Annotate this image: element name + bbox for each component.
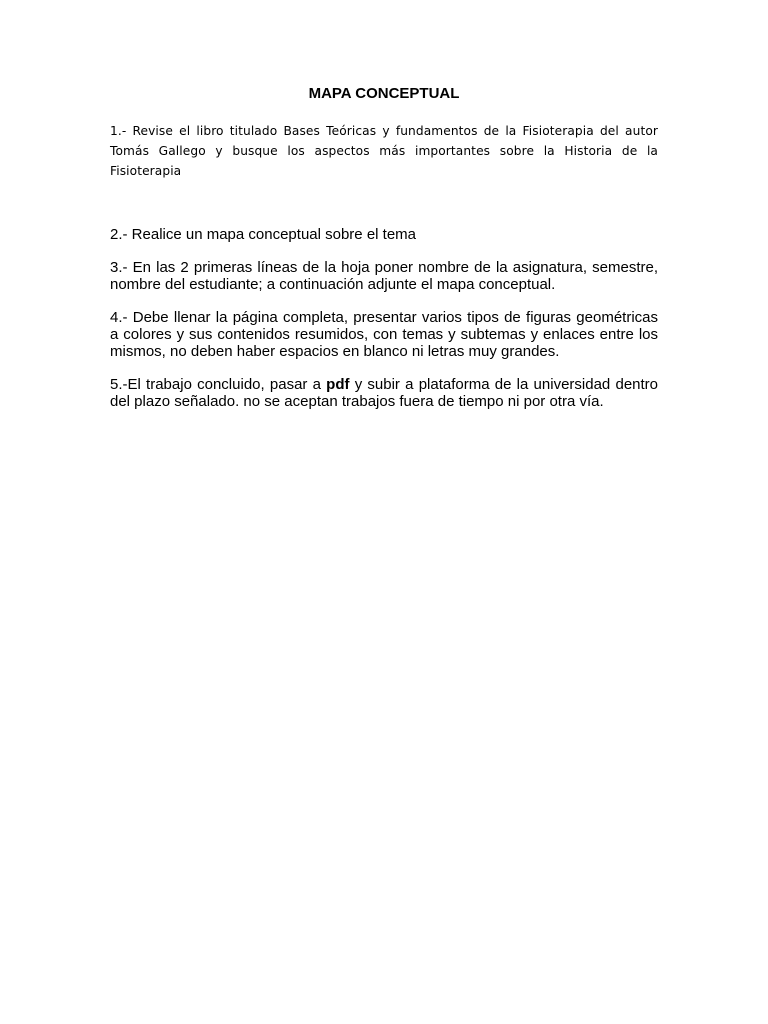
instruction-5-pdf-emphasis: pdf [326,376,350,393]
instruction-1: 1.- Revise el libro titulado Bases Teóricas y fundamentos de la Fisioterapia del autor Tomás Gallego y busque los aspectos más importantes sobre la Historia de la Fisioterapia [110,124,658,178]
instruction-5-text-start: 5.-El trabajo concluido, pasar a [110,376,327,393]
instruction-3: 3.- En las 2 primeras líneas de la hoja poner nombre de la asignatura, semestre, nombre del estudiante; a continuación adjunte el mapa conceptual. [110,259,658,293]
instruction-4: 4.- Debe llenar la página completa, presentar varios tipos de figuras geométricas a colores y sus contenidos resumidos, con temas y subtemas y enlaces entre los mismos, no deben haber espacios en blanco ni letras muy grandes. [110,309,658,360]
instruction-5-text-end: y subir a plataforma de la universidad dentro del plazo señalado. no se aceptan trabajos fuera de tiempo ni por otra vía. [110,376,659,410]
instruction-5 [110,376,658,410]
document-body [110,83,658,410]
instruction-2: 2.- Realice un mapa conceptual sobre el tema [110,226,417,243]
page-title: MAPA CONCEPTUAL [308,85,460,102]
